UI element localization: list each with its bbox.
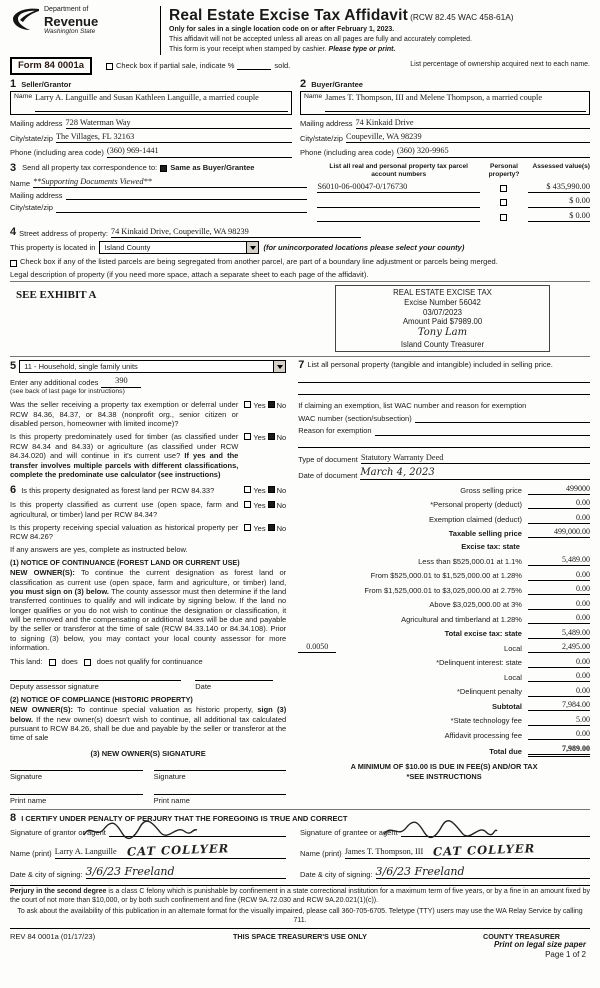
- total-due-label: Total due: [489, 747, 522, 757]
- buyer-csz-field[interactable]: Coupeville, WA 98239: [346, 132, 590, 143]
- delinquent-interest-local-value[interactable]: 0.00: [528, 671, 590, 682]
- notice-compliance-text-2: If the new owner(s) doesn't wish to continue, all additional tax calculated pursuant to RCW 84.26, shall be due and payable by the seller or transferor at the time of sale: [10, 714, 287, 743]
- section-5-number: 5: [10, 360, 17, 373]
- personal-property-list-field[interactable]: [298, 371, 590, 383]
- deputy-assessor-label: Deputy assessor signature: [10, 681, 99, 691]
- grantor-handwritten-name: CAT COLLYER: [126, 841, 230, 860]
- seller-name-field[interactable]: Larry A. Languille and Susan Kathleen Languille, a married couple: [35, 93, 288, 112]
- personal-property-checkbox[interactable]: [500, 214, 507, 221]
- corr-csz-field[interactable]: [56, 204, 307, 213]
- parcel-number-field[interactable]: [317, 213, 480, 222]
- deputy-assessor-signature-line[interactable]: [10, 680, 181, 691]
- perjury-body: is a class C felony which is punishable by confinement in a state correctional institution for a maximum term of five years, or by a fine in an amount fixed by the court of not more than $10,000, or by both such confinement and fine (RCW 9A.72.030 and RCW 9A.20.021(1)(c)).: [10, 888, 590, 905]
- stamp-date: 03/07/2023: [422, 307, 463, 317]
- stamp-title: REAL ESTATE EXCISE TAX: [393, 288, 492, 298]
- grantee-date-city-label: Date & city of signing:: [300, 870, 373, 879]
- affidavit-processing-fee-label: Affidavit processing fee: [444, 730, 522, 740]
- delinquent-interest-local-label: Local: [504, 672, 522, 682]
- taxable-selling-price-value[interactable]: 499,000.00: [528, 527, 590, 538]
- buyer-grantee-heading: Buyer/Grantee: [311, 79, 363, 89]
- agricultural-label: Agricultural and timberland at 1.28%: [401, 614, 522, 624]
- seller-mailing-field[interactable]: 728 Waterman Way: [66, 118, 292, 129]
- section-7-personal-property: [298, 360, 590, 447]
- timber-no-checkbox[interactable]: [268, 433, 275, 440]
- taxable-selling-price-label: Taxable selling price: [448, 529, 522, 539]
- partial-sale-label: Check box if partial sale, indicate %: [116, 60, 235, 70]
- grantee-signature-line[interactable]: [401, 828, 590, 837]
- segregated-note: Check box if any of the listed parcels are being segregated from another parcel, are part of a boundary line adjustment or parcels being merged.: [20, 257, 498, 267]
- buyer-csz-label: City/state/zip: [300, 133, 343, 143]
- notice-continuance-text-2: The county assessor must then determine if the land transferred continues to qualify and will indicate by signing below. If the land no longer qualifies or you do not wish to continue the designation or classification, it will be removed and the compensating or additional taxes will be due and payable by the seller or transferor at the time of sale (RCW 84.33.140 or 84.34.108). Prior to signing (3) below, you may contact your local county assessor for more information.: [10, 586, 287, 653]
- total-excise-state-label: Total excise tax: state: [444, 629, 522, 639]
- grantee-signature-block: [300, 826, 590, 880]
- section-6-number: 6: [10, 484, 17, 497]
- buyer-phone-field[interactable]: (360) 320-9965: [397, 146, 590, 157]
- notice-compliance-text-1: To continue special valuation as historic property,: [77, 705, 254, 715]
- date-of-document-label: Date of document: [298, 471, 358, 481]
- legal-description-value[interactable]: SEE EXHIBIT A: [16, 289, 97, 302]
- forest-no-checkbox[interactable]: [268, 486, 275, 493]
- corr-mailing-label: Mailing address: [10, 190, 63, 200]
- tier4-value[interactable]: 0.00: [528, 599, 590, 610]
- notice-continuance-text-1: To continue the current designation as forest land or classification as current use (open space, farm and agriculture, or timber) land,: [10, 568, 287, 587]
- grantee-name-print-label: Name (print): [300, 849, 342, 859]
- exemption-question: Was the seller receiving a property tax exemption or deferral under RCW 84.36, 84.37, or 84.38 (nonprofit org., senior citizen or disabled person, homeowner with limited income)?: [10, 400, 239, 428]
- notice-compliance-bold: sign (3) below.: [10, 705, 287, 724]
- street-address-field[interactable]: 74 Kinkaid Drive, Coupeville, WA 98239: [111, 227, 361, 238]
- personal-property-deduct-value[interactable]: 0.00: [528, 498, 590, 509]
- type-of-document-label: Type of document: [298, 454, 358, 464]
- local-rate-field[interactable]: 0.0050: [298, 642, 336, 653]
- excise-tax-state-header: Excise tax: state: [461, 542, 520, 552]
- exemption-yes-checkbox[interactable]: [244, 401, 251, 408]
- same-as-buyer-label: Same as Buyer/Grantee: [170, 163, 255, 173]
- grantor-signature-block: [10, 826, 300, 880]
- tier3-value[interactable]: 0.00: [528, 584, 590, 595]
- rev-date: (01/17/23): [60, 932, 96, 942]
- tier1-label: Less than $525,000.01 at 1.1%: [418, 556, 522, 566]
- partial-sale-percent-field[interactable]: [237, 62, 271, 70]
- signature-label: Signature: [153, 772, 186, 782]
- current-use-yes-checkbox[interactable]: [244, 501, 251, 508]
- treasurer-stamp: [335, 285, 550, 352]
- claiming-exemption-note: If claiming an exemption, list WAC number and reason for exemption: [298, 401, 527, 411]
- state-technology-fee-label: *State technology fee: [450, 716, 522, 726]
- tier2-label: From $525,000.01 to $1,525,000.00 at 1.28%: [370, 571, 522, 581]
- rev-number: REV 84 0001a: [10, 932, 59, 942]
- dept-of-label: Department of: [44, 6, 89, 13]
- new-owners-label: NEW OWNER(S):: [10, 568, 75, 578]
- chevron-down-icon[interactable]: [246, 242, 258, 253]
- gross-selling-price-label: Gross selling price: [460, 485, 522, 495]
- total-due-value[interactable]: 7,989.00: [528, 744, 590, 757]
- header-note-3-emph: Please type or print.: [328, 45, 396, 53]
- form-number-badge: Form 84 0001a: [10, 57, 92, 75]
- grantee-signature-label: Signature of grantee or agent: [300, 827, 398, 837]
- header-note-2: This affidavit will not be accepted unless all areas on all pages are fully and accurately completed.: [169, 36, 472, 44]
- complete-below-note: If any answers are yes, complete as instructed below.: [10, 544, 188, 554]
- corr-mailing-field[interactable]: [66, 191, 308, 200]
- section-8-number: 8: [10, 811, 17, 824]
- subtotal-value[interactable]: 7,984.00: [528, 700, 590, 711]
- tty-note: To ask about the availability of this publication in an alternate format for the visually impaired, please call 360-705-6705. Teletype (TTY) users may use the WA Relay Service by calling 711.: [17, 907, 583, 924]
- wac-number-field[interactable]: [415, 414, 590, 423]
- grantor-signature-line[interactable]: [109, 828, 286, 837]
- additional-codes-label: Enter any additional codes: [10, 378, 99, 388]
- grantee-handwritten-name: CAT COLLYER: [433, 841, 536, 860]
- grantor-printed-name: Larry A. Languille: [54, 847, 117, 857]
- exemption-no-label: No: [276, 401, 287, 411]
- land-does-not-label: does not qualify for continuance: [96, 656, 203, 666]
- section-7-number: 7: [298, 359, 305, 372]
- delinquent-interest-state-value[interactable]: 0.00: [528, 657, 590, 668]
- parcel-row: [317, 182, 590, 193]
- this-land-label: This land:: [10, 656, 43, 666]
- treasurer-use-only-label: THIS SPACE TREASURER'S USE ONLY: [233, 932, 367, 942]
- land-does-checkbox[interactable]: [49, 659, 56, 666]
- timber-no-label: No: [276, 433, 287, 443]
- section-6-designation: [10, 485, 286, 805]
- notice-compliance-title: (2) NOTICE OF COMPLIANCE (HISTORIC PROPERTY): [10, 695, 193, 705]
- partial-sale-checkbox[interactable]: [106, 63, 113, 70]
- additional-codes-field[interactable]: 390: [101, 376, 141, 387]
- timber-question: Is this property predominately used for timber (as classified under RCW 84.34 and 84.33) or agriculture (as classified under RCW 84.34.020) and will continue in it's current use?: [10, 432, 239, 461]
- type-of-document-field[interactable]: Statutory Warranty Deed: [361, 453, 590, 464]
- buyer-name-label: Name: [304, 92, 323, 100]
- tax-computation: [298, 453, 590, 782]
- dept-name: Revenue: [44, 13, 99, 29]
- reason-exemption-field[interactable]: [375, 427, 590, 436]
- parcel-row: [317, 211, 590, 222]
- exemption-claimed-value[interactable]: 0.00: [528, 513, 590, 524]
- timber-yes-label: Yes: [253, 433, 266, 443]
- form-title-rcw: (RCW 82.45 WAC 458-61A): [410, 12, 514, 22]
- tier4-label: Above $3,025,000.00 at 3%: [429, 600, 522, 610]
- parcel-number-field[interactable]: S6010-06-00047-0/176730: [317, 182, 480, 193]
- local-tax-value[interactable]: 2,495.00: [528, 642, 590, 653]
- assessed-value-field[interactable]: $ 0.00: [528, 196, 590, 207]
- reason-exemption-label: Reason for exemption: [298, 426, 372, 436]
- form-title: Real Estate Excise Tax Affidavit: [169, 7, 408, 24]
- page-indicator: Page 1 of 2: [545, 950, 586, 959]
- signature-label: Signature: [10, 772, 43, 782]
- forest-yes-checkbox[interactable]: [244, 486, 251, 493]
- grantee-printed-name: James T. Thompson, III: [344, 847, 424, 857]
- seller-csz-label: City/state/zip: [10, 133, 53, 143]
- ownership-percentage-note: List percentage of ownership acquired next to each name.: [410, 61, 590, 69]
- county-selected-value: Island County: [104, 243, 151, 253]
- buyer-mailing-label: Mailing address: [300, 119, 353, 129]
- section-3-number: 3: [10, 161, 17, 174]
- notice-continuance-title: (1) NOTICE OF CONTINUANCE (FOREST LAND OR CURRENT USE): [10, 558, 240, 568]
- section-4-property: [10, 227, 590, 282]
- perjury-lead: Perjury in the second degree: [10, 888, 107, 896]
- grantor-date-city-label: Date & city of signing:: [10, 870, 83, 879]
- agricultural-value[interactable]: 0.00: [528, 613, 590, 624]
- gross-selling-price-value[interactable]: 499000: [528, 484, 590, 495]
- seller-name-label: Name: [14, 92, 33, 100]
- partial-sale-sold-label: sold.: [274, 60, 291, 70]
- current-use-yes-label: Yes: [253, 501, 266, 511]
- forest-no-label: No: [276, 486, 287, 496]
- buyer-phone-label: Phone (including area code): [300, 148, 394, 158]
- form-header: [10, 6, 590, 55]
- section-2-buyer: [300, 79, 590, 158]
- tier2-value[interactable]: 0.00: [528, 570, 590, 581]
- affidavit-processing-fee-value[interactable]: 0.00: [528, 729, 590, 740]
- see-instructions-note: *SEE INSTRUCTIONS: [406, 772, 482, 782]
- exemption-claimed-label: Exemption claimed (deduct): [429, 514, 522, 524]
- timber-question-bold: If yes and the transfer involves multiple parcels with different classifications, complete the predominate use calculator (see instructions): [10, 451, 239, 479]
- new-owner-signature-line[interactable]: [10, 770, 143, 781]
- personal-property-deduct-label: *Personal property (deduct): [430, 500, 522, 510]
- stamp-cashier-signature: Tony Lam: [417, 327, 468, 339]
- timber-yes-checkbox[interactable]: [244, 433, 251, 440]
- send-correspondence-label: Send all property tax correspondence to:: [22, 163, 158, 173]
- county-select[interactable]: [99, 241, 259, 254]
- current-use-no-label: No: [276, 501, 287, 511]
- reason-exemption-field-2[interactable]: [298, 436, 590, 448]
- same-as-buyer-checkbox[interactable]: [160, 165, 167, 172]
- tier3-label: From $1,525,000.01 to $3,025,000.00 at 2.75%: [364, 585, 522, 595]
- land-use-code-value: 11 - Household, single family units: [24, 362, 138, 372]
- new-owners-signature-title: (3) NEW OWNER(S) SIGNATURE: [90, 748, 206, 758]
- notice-continuance-bold: you must sign on (3) below.: [10, 586, 110, 596]
- street-address-label: Street address of property:: [19, 229, 108, 239]
- historic-no-checkbox[interactable]: [268, 524, 275, 531]
- buyer-mailing-field[interactable]: 74 Kinkaid Drive: [356, 118, 590, 129]
- personal-property-checkbox[interactable]: [500, 199, 507, 206]
- buyer-name-field[interactable]: James T. Thompson, III and Melene Thompson, a married couple: [325, 93, 586, 112]
- deputy-date-line[interactable]: [195, 680, 272, 691]
- new-owner-print-name-line[interactable]: [154, 794, 287, 805]
- minimum-due-note: A MINIMUM OF $10.00 IS DUE IN FEE(S) AND/OR TAX: [350, 761, 538, 771]
- personal-property-intro: List all personal property (tangible and intangible) included in selling price.: [307, 360, 553, 370]
- grantor-name-print-label: Name (print): [10, 849, 52, 859]
- historic-question: Is this property receiving special valuation as historical property per RCW 84.26?: [10, 523, 239, 542]
- new-owner-signature-line[interactable]: [154, 770, 287, 781]
- header-note-3: This form is your receipt when stamped by cashier.: [169, 45, 327, 53]
- personal-property-col-header: Personal property?: [488, 162, 520, 178]
- date-of-document-field[interactable]: March 4, 2023: [360, 467, 590, 481]
- historic-yes-label: Yes: [253, 524, 266, 533]
- corr-csz-label: City/state/zip: [10, 203, 53, 213]
- parcel-col-header: List all real and personal property tax parcel account numbers: [329, 162, 468, 178]
- unincorporated-note: (for unincorporated locations please select your county): [263, 243, 465, 253]
- additional-codes-note: (see back of last page for instructions): [10, 387, 125, 395]
- chevron-down-icon[interactable]: [273, 361, 285, 372]
- grantor-name-print-field[interactable]: [55, 843, 286, 858]
- section-5-land-use: [10, 360, 286, 479]
- forest-yes-label: Yes: [253, 486, 266, 496]
- deputy-date-label: Date: [195, 681, 212, 691]
- perjury-notice: [10, 885, 590, 925]
- dor-logo-icon: [10, 6, 40, 34]
- assessed-value-field[interactable]: $ 435,990.00: [528, 182, 590, 193]
- section-1-seller: [10, 79, 300, 158]
- section-4-number: 4: [10, 226, 17, 239]
- exemption-no-checkbox[interactable]: [268, 401, 275, 408]
- new-owner-print-name-line[interactable]: [10, 794, 143, 805]
- total-excise-state-value[interactable]: 5,489.00: [528, 628, 590, 639]
- historic-yes-checkbox[interactable]: [244, 524, 251, 531]
- county-treasurer-label: COUNTY TREASURER: [483, 932, 560, 942]
- print-note: [494, 940, 586, 960]
- grantee-name-print-field[interactable]: [345, 843, 590, 858]
- stamp-treasurer: Island County Treasurer: [400, 339, 485, 349]
- seller-phone-label: Phone (including area code): [10, 148, 104, 158]
- exemption-yes-label: Yes: [253, 401, 266, 411]
- certify-statement: I CERTIFY UNDER PENALTY OF PERJURY THAT THE FOREGOING IS TRUE AND CORRECT: [21, 813, 348, 823]
- section-2-number: 2: [300, 77, 307, 90]
- state-technology-fee-value[interactable]: 5.00: [528, 715, 590, 726]
- personal-property-checkbox[interactable]: [500, 185, 507, 192]
- seller-grantor-heading: Seller/Grantor: [21, 79, 72, 89]
- land-does-label: does: [61, 656, 78, 666]
- print-name-label: Print name: [153, 795, 190, 805]
- historic-no-label: No: [276, 524, 287, 533]
- assessed-value-col-header: Assessed value(s): [532, 162, 590, 170]
- legal-description-label: Legal description of property (if you need more space, attach a separate sheet to each page of the affidavit).: [10, 269, 369, 279]
- grantee-date-city-field[interactable]: 3/6/23 Freeland: [376, 865, 590, 880]
- grantor-date-city-field[interactable]: 3/6/23 Freeland: [86, 865, 286, 880]
- forest-land-question: Is this property designated as forest land per RCW 84.33?: [21, 486, 215, 496]
- delinquent-penalty-value[interactable]: 0.00: [528, 686, 590, 697]
- assessed-value-field[interactable]: $ 0.00: [528, 211, 590, 222]
- seller-phone-field[interactable]: (360) 969-1441: [107, 146, 292, 157]
- print-name-label: Print name: [10, 795, 47, 805]
- corr-name-field[interactable]: **Supporting Documents Viewed**: [33, 177, 307, 188]
- delinquent-penalty-label: *Delinquent penalty: [456, 687, 522, 697]
- section-1-number: 1: [10, 77, 17, 90]
- tier1-value[interactable]: 5,489.00: [528, 555, 590, 566]
- seller-csz-field[interactable]: The Villages, FL 32163: [56, 132, 292, 143]
- seller-mailing-label: Mailing address: [10, 119, 63, 129]
- parcel-row: [317, 196, 590, 207]
- segregated-checkbox[interactable]: [10, 260, 17, 267]
- located-in-label: This property is located in: [10, 243, 96, 253]
- section-8-certification: [10, 809, 590, 880]
- delinquent-interest-state-label: *Delinquent interest: state: [436, 658, 522, 668]
- corr-name-label: Name: [10, 178, 31, 188]
- grantor-signature-label: Signature of grantor or agent: [10, 827, 106, 837]
- stamp-amount-paid: Amount Paid $7989.00: [402, 317, 483, 327]
- section-3-correspondence: [10, 163, 317, 223]
- stamp-excise-number: Excise Number 56042: [404, 297, 481, 307]
- personal-property-list-field[interactable]: [298, 383, 590, 395]
- wac-number-label: WAC number (section/subsection): [298, 413, 412, 423]
- land-does-not-checkbox[interactable]: [84, 659, 91, 666]
- current-use-question: Is this property classified as current use (open space, farm and agricultural, or timber) land per RCW 84.34?: [10, 500, 239, 519]
- legal-size-note: Print on legal size paper: [493, 940, 586, 949]
- header-note-1: Only for sales in a single location code on or after February 1, 2023.: [169, 26, 395, 34]
- parcel-number-field[interactable]: [317, 199, 480, 208]
- new-owners-label: NEW OWNER(S):: [10, 705, 74, 715]
- subtotal-label: Subtotal: [491, 701, 522, 711]
- dept-state: Washington State: [44, 27, 96, 35]
- parcel-table: [317, 163, 590, 223]
- local-tax-label: Local: [504, 643, 522, 653]
- current-use-no-checkbox[interactable]: [268, 501, 275, 508]
- land-use-code-select[interactable]: [19, 360, 286, 373]
